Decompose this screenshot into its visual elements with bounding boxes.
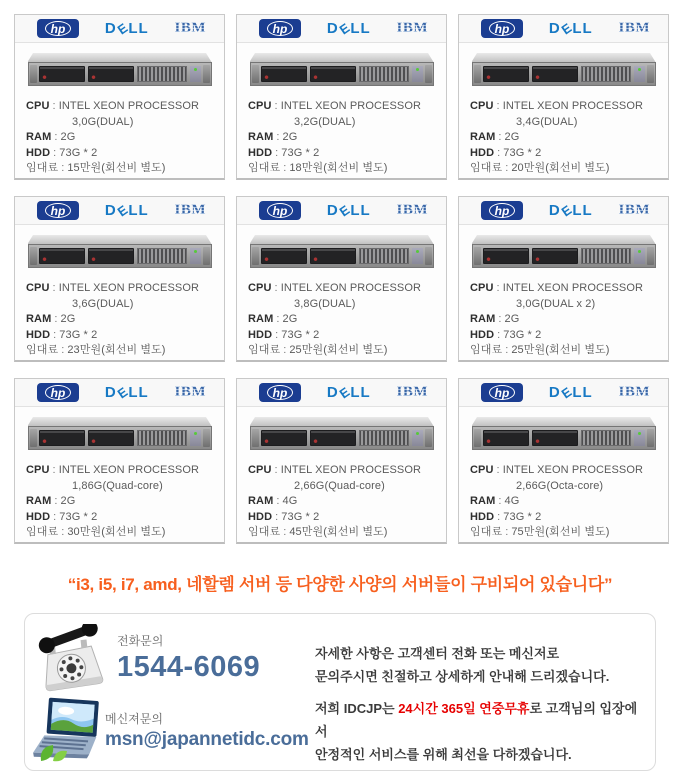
spec-fee: 임대료 : 15만원(회선비 별도) [26, 162, 166, 174]
spec-hdd: HDD : 73G * 2 [470, 510, 542, 523]
drive-bay [261, 430, 307, 446]
dell-logo-icon: D E LL [104, 383, 149, 402]
spec-ram: RAM : 4G [470, 495, 520, 507]
server-front-face [250, 426, 434, 450]
led-panel [190, 66, 201, 82]
server-top-face [28, 53, 212, 62]
hp-logo-icon: hp [37, 19, 79, 38]
spec-cpu: CPU : INTEL XEON PROCESSOR 3,2G(DUAL) [248, 100, 422, 128]
drive-bay [261, 66, 307, 82]
server-rack-ear [252, 65, 259, 83]
spec-hdd: HDD : 73G * 2 [248, 510, 320, 523]
server-card [458, 378, 669, 544]
promo-quote: “i3, i5, i7, amd, 네할렘 서버 등 다양한 사양의 서버들이 구비되어 있습니다” [67, 575, 613, 594]
drive-bay [39, 430, 85, 446]
ibm-logo-icon: IBM [396, 384, 428, 400]
vendor-logo-bar [459, 197, 668, 225]
rack-server-image [250, 417, 434, 450]
spec-ram: RAM : 2G [470, 313, 520, 325]
spec-fee: 임대료 : 45만원(회선비 별도) [248, 526, 388, 538]
spec-fee: 임대료 : 20만원(회선비 별도) [470, 162, 610, 174]
dell-logo-icon: D E LL [104, 201, 149, 220]
spec-cpu: CPU : INTEL XEON PROCESSOR 3,4G(DUAL) [470, 100, 644, 128]
vent-grille [581, 430, 631, 446]
ibm-logo-icon: IBM [396, 20, 428, 36]
led-panel [634, 66, 645, 82]
dell-logo-icon: D E LL [104, 19, 149, 38]
contact-box [24, 613, 656, 771]
power-led [194, 432, 197, 435]
server-rack-ear [474, 429, 481, 447]
server-rack-ear [425, 65, 432, 83]
messenger-contact-text [105, 710, 309, 751]
vent-grille [137, 66, 187, 82]
server-specs [237, 274, 446, 359]
server-card [458, 14, 669, 180]
spec-ram: RAM : 2G [248, 313, 298, 325]
server-rack-ear [252, 429, 259, 447]
ibm-logo-icon: IBM [174, 20, 206, 36]
vendor-logo-bar [15, 379, 224, 407]
rack-server-image [28, 53, 212, 86]
server-top-face [28, 417, 212, 426]
hp-logo-icon: hp [481, 383, 523, 402]
server-front-face [472, 426, 656, 450]
spec-hdd: HDD : 73G * 2 [248, 328, 320, 341]
server-rack-ear [647, 429, 654, 447]
spec-fee: 임대료 : 30만원(회선비 별도) [26, 526, 166, 538]
spec-ram: RAM : 2G [248, 131, 298, 143]
phone-label: 전화문의 [117, 634, 164, 648]
power-led [638, 250, 641, 253]
server-specs [459, 92, 668, 177]
spec-ram: RAM : 2G [26, 313, 76, 325]
server-top-face [250, 53, 434, 62]
drive-bay [310, 248, 356, 264]
server-rack-ear [647, 65, 654, 83]
vent-grille [581, 66, 631, 82]
server-rack-ear [30, 247, 37, 265]
spec-fee: 임대료 : 18만원(회선비 별도) [248, 162, 388, 174]
drive-bay [483, 248, 529, 264]
server-specs [459, 274, 668, 359]
drive-bay [532, 430, 578, 446]
hp-logo-icon: hp [259, 383, 301, 402]
hp-logo-icon: hp [37, 201, 79, 220]
spec-fee: 임대료 : 25만원(회선비 별도) [248, 344, 388, 356]
spec-cpu: CPU : INTEL XEON PROCESSOR 3,0G(DUAL) [26, 100, 200, 128]
messenger-contact-row [31, 694, 309, 766]
led-panel [634, 248, 645, 264]
rack-server-image [472, 235, 656, 268]
messenger-label: 메신져문의 [105, 711, 163, 726]
server-top-face [28, 235, 212, 244]
server-rack-ear [474, 65, 481, 83]
server-top-face [250, 235, 434, 244]
ibm-logo-icon: IBM [174, 202, 206, 218]
power-led [194, 250, 197, 253]
rack-server-image [472, 53, 656, 86]
vendor-logo-bar [459, 379, 668, 407]
vent-grille [137, 430, 187, 446]
server-card [14, 196, 225, 362]
drive-bay [39, 248, 85, 264]
spec-ram: RAM : 2G [26, 131, 76, 143]
drive-bay [483, 66, 529, 82]
ibm-logo-icon: IBM [618, 384, 650, 400]
server-rack-ear [203, 429, 210, 447]
spec-hdd: HDD : 73G * 2 [248, 146, 320, 159]
spec-fee: 임대료 : 23만원(회선비 별도) [26, 344, 166, 356]
server-specs [459, 456, 668, 541]
drive-bay [88, 248, 134, 264]
drive-bay [532, 248, 578, 264]
vendor-logo-bar [237, 197, 446, 225]
server-specs [15, 92, 224, 177]
server-rack-ear [30, 65, 37, 83]
spec-hdd: HDD : 73G * 2 [26, 510, 98, 523]
messenger-email: msn@japannetidc.com [105, 728, 309, 750]
led-panel [412, 66, 423, 82]
spec-cpu: CPU : INTEL XEON PROCESSOR 3,8G(DUAL) [248, 282, 422, 310]
server-card [236, 378, 447, 544]
phone-icon [31, 624, 117, 692]
server-rack-ear [30, 429, 37, 447]
vent-grille [359, 248, 409, 264]
server-rack-ear [425, 429, 432, 447]
server-specs [237, 456, 446, 541]
server-rack-ear [425, 247, 432, 265]
drive-bay [39, 66, 85, 82]
contact-channels [25, 614, 309, 770]
server-front-face [250, 62, 434, 86]
spec-cpu: CPU : INTEL XEON PROCESSOR 3,0G(DUAL x 2) [470, 282, 644, 310]
rack-server-image [472, 417, 656, 450]
ibm-logo-icon: IBM [396, 202, 428, 218]
server-rack-ear [252, 247, 259, 265]
dell-logo-icon: D E LL [548, 201, 593, 220]
drive-bay [483, 430, 529, 446]
phone-contact-text [117, 632, 260, 684]
server-front-face [472, 62, 656, 86]
power-led [194, 68, 197, 71]
phone-number: 1544-6069 [117, 651, 261, 683]
ibm-logo-icon: IBM [174, 384, 206, 400]
power-led [416, 68, 419, 71]
vendor-logo-bar [237, 379, 446, 407]
spec-hdd: HDD : 73G * 2 [26, 328, 98, 341]
server-rack-ear [203, 247, 210, 265]
vendor-logo-bar [15, 15, 224, 43]
dell-logo-icon: D E LL [548, 383, 593, 402]
spec-hdd: HDD : 73G * 2 [470, 146, 542, 159]
server-front-face [250, 244, 434, 268]
drive-bay [261, 248, 307, 264]
power-led [416, 432, 419, 435]
server-top-face [472, 417, 656, 426]
server-front-face [28, 62, 212, 86]
ibm-logo-icon: IBM [618, 20, 650, 36]
led-panel [190, 430, 201, 446]
server-front-face [28, 244, 212, 268]
server-card [236, 196, 447, 362]
rack-server-image [250, 235, 434, 268]
vendor-logo-bar [459, 15, 668, 43]
vendor-logo-bar [15, 197, 224, 225]
power-led [638, 68, 641, 71]
info-paragraph-2: 저희 IDCJP는 24시간 365일 연중무휴로 고객님의 입장에서 안정적인 서비스를 위해 최선을 다하겠습니다. [315, 701, 638, 762]
power-led [416, 250, 419, 253]
led-panel [412, 430, 423, 446]
spec-ram: RAM : 2G [26, 495, 76, 507]
server-rack-ear [647, 247, 654, 265]
server-card [236, 14, 447, 180]
dell-logo-icon: D E LL [548, 19, 593, 38]
vent-grille [359, 430, 409, 446]
drive-bay [88, 66, 134, 82]
spec-cpu: CPU : INTEL XEON PROCESSOR 2,66G(Quad-core) [248, 464, 422, 492]
hp-logo-icon: hp [481, 201, 523, 220]
rack-server-image [28, 235, 212, 268]
rack-server-image [250, 53, 434, 86]
server-rack-ear [203, 65, 210, 83]
server-card [14, 14, 225, 180]
dell-logo-icon: D E LL [326, 19, 371, 38]
info-paragraph-1: 자세한 사항은 고객센터 전화 또는 메신저로 문의주시면 친절하고 상세하게 안내해 드리겠습니다. [315, 646, 610, 684]
drive-bay [88, 430, 134, 446]
spec-hdd: HDD : 73G * 2 [470, 328, 542, 341]
spec-ram: RAM : 4G [248, 495, 298, 507]
server-specs [15, 274, 224, 359]
spec-cpu: CPU : INTEL XEON PROCESSOR 3,6G(DUAL) [26, 282, 200, 310]
spec-hdd: HDD : 73G * 2 [26, 146, 98, 159]
drive-bay [532, 66, 578, 82]
spec-ram: RAM : 2G [470, 131, 520, 143]
server-top-face [250, 417, 434, 426]
ibm-logo-icon: IBM [618, 202, 650, 218]
rack-server-image [28, 417, 212, 450]
hp-logo-icon: hp [37, 383, 79, 402]
led-panel [634, 430, 645, 446]
vent-grille [581, 248, 631, 264]
server-top-face [472, 53, 656, 62]
vendor-logo-bar [237, 15, 446, 43]
spec-cpu: CPU : INTEL XEON PROCESSOR 1,86G(Quad-core) [26, 464, 200, 492]
spec-fee: 임대료 : 25만원(회선비 별도) [470, 344, 610, 356]
phone-contact-row [31, 622, 297, 694]
hp-logo-icon: hp [481, 19, 523, 38]
contact-info [297, 614, 655, 770]
led-panel [190, 248, 201, 264]
hp-logo-icon: hp [259, 19, 301, 38]
server-rack-ear [474, 247, 481, 265]
drive-bay [310, 66, 356, 82]
server-top-face [472, 235, 656, 244]
vent-grille [137, 248, 187, 264]
open-hours-highlight: 24시간 365일 연중무휴 [398, 701, 530, 716]
laptop-icon [31, 697, 105, 763]
server-front-face [472, 244, 656, 268]
vent-grille [359, 66, 409, 82]
server-specs [15, 456, 224, 541]
dell-logo-icon: D E LL [326, 383, 371, 402]
dell-logo-icon: D E LL [326, 201, 371, 220]
server-card [458, 196, 669, 362]
power-led [638, 432, 641, 435]
drive-bay [310, 430, 356, 446]
spec-fee: 임대료 : 75만원(회선비 별도) [470, 526, 610, 538]
server-specs [237, 92, 446, 177]
led-panel [412, 248, 423, 264]
hp-logo-icon: hp [259, 201, 301, 220]
spec-cpu: CPU : INTEL XEON PROCESSOR 2,66G(Octa-core) [470, 464, 644, 492]
server-front-face [28, 426, 212, 450]
server-card [14, 378, 225, 544]
